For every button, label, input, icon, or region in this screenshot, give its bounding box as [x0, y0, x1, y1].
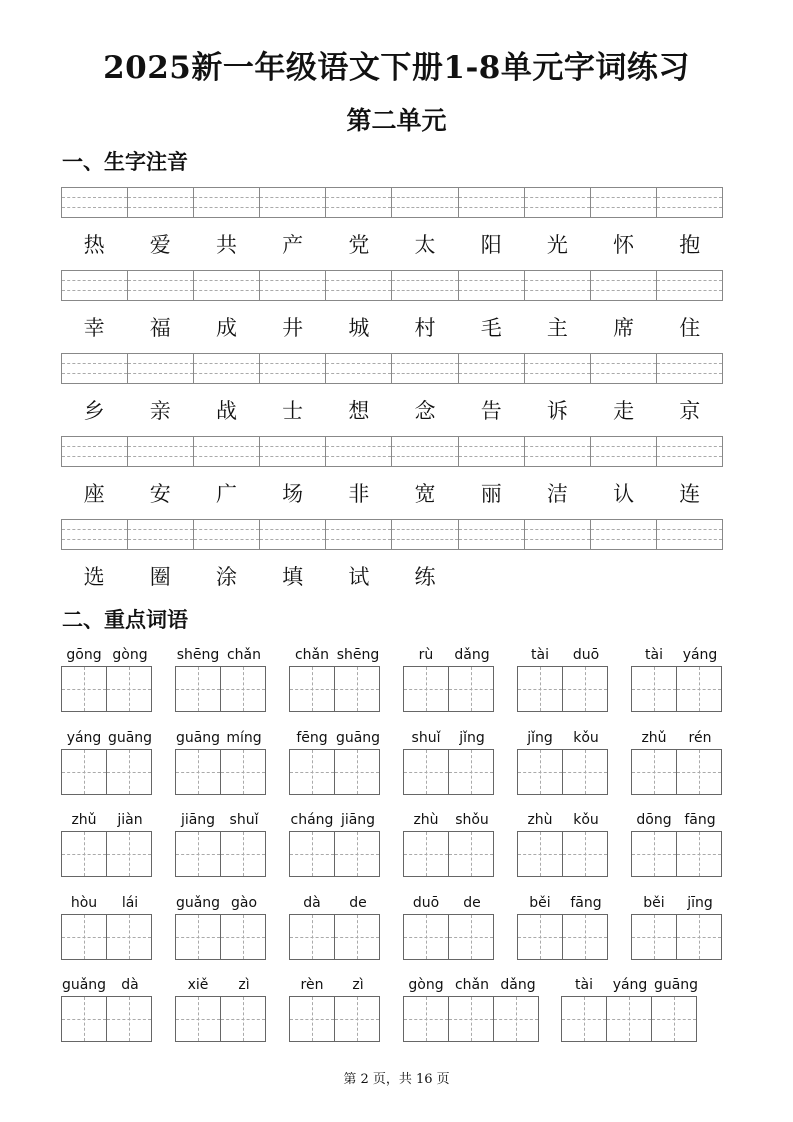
- tianzige-boxes[interactable]: [61, 666, 151, 712]
- tianzige-box[interactable]: [517, 914, 563, 960]
- character: 非: [348, 482, 370, 506]
- pinyin-syllable: kǒu: [573, 812, 599, 828]
- pinyin-cell[interactable]: [326, 437, 392, 466]
- pinyin-syllable: fāng: [570, 895, 602, 911]
- pinyin-writing-strip[interactable]: [61, 436, 723, 467]
- pinyin-cell[interactable]: [194, 437, 260, 466]
- unit-title: 第二单元: [346, 106, 447, 135]
- tianzige-box[interactable]: [334, 831, 380, 877]
- pinyin-cell[interactable]: [525, 437, 591, 466]
- tianzige-box[interactable]: [448, 749, 494, 795]
- pinyin-cell[interactable]: [194, 188, 260, 217]
- pinyin-syllable: fāng: [684, 812, 716, 828]
- tianzige-boxes[interactable]: [175, 831, 265, 877]
- word-pinyin: [175, 728, 267, 748]
- pinyin-cell[interactable]: [392, 188, 458, 217]
- word-pinyin: [631, 728, 723, 748]
- word-pinyin: [289, 645, 381, 665]
- tianzige-box[interactable]: [106, 914, 152, 960]
- tianzige-box[interactable]: [562, 831, 608, 877]
- character-row: [61, 230, 723, 260]
- character: 爱: [149, 233, 171, 257]
- pinyin-writing-strip[interactable]: [61, 187, 723, 218]
- tianzige-box[interactable]: [606, 996, 652, 1042]
- pinyin-cell[interactable]: [62, 520, 128, 549]
- tianzige-box[interactable]: [334, 749, 380, 795]
- pinyin-syllable: tài: [531, 647, 549, 663]
- pinyin-cell[interactable]: [459, 271, 525, 300]
- tianzige-box[interactable]: [289, 749, 335, 795]
- pinyin-cell[interactable]: [591, 271, 657, 300]
- pinyin-syllable: jǐng: [459, 730, 485, 746]
- tianzige-box[interactable]: [61, 914, 107, 960]
- character: 圈: [149, 565, 171, 589]
- pinyin-syllable: rén: [688, 730, 712, 746]
- character: 练: [414, 565, 436, 589]
- pinyin-cell[interactable]: [326, 354, 392, 383]
- pinyin-syllable: guǎng: [175, 895, 221, 911]
- pinyin-cell[interactable]: [392, 271, 458, 300]
- character: 毛: [480, 316, 502, 340]
- tianzige-boxes[interactable]: [289, 831, 379, 877]
- tianzige-box[interactable]: [562, 666, 608, 712]
- character: 告: [480, 399, 502, 423]
- tianzige-boxes[interactable]: [517, 831, 607, 877]
- pinyin-cell[interactable]: [525, 354, 591, 383]
- pinyin-syllable: dōng: [636, 812, 672, 828]
- pinyin-syllable: guǎng: [61, 977, 107, 993]
- pinyin-syllable: rù: [418, 647, 434, 663]
- tianzige-box[interactable]: [676, 914, 722, 960]
- pinyin-cell[interactable]: [657, 188, 722, 217]
- pinyin-cell[interactable]: [194, 520, 260, 549]
- character: 连: [679, 482, 701, 506]
- tianzige-box[interactable]: [175, 749, 221, 795]
- pinyin-syllable: cháng: [290, 812, 334, 828]
- pinyin-syllable: dà: [303, 895, 321, 911]
- pinyin-cell[interactable]: [591, 520, 657, 549]
- tianzige-boxes[interactable]: [61, 996, 151, 1042]
- pinyin-syllable: zhǔ: [71, 812, 97, 828]
- tianzige-box[interactable]: [561, 996, 607, 1042]
- pinyin-syllable: tài: [575, 977, 593, 993]
- tianzige-box[interactable]: [175, 996, 221, 1042]
- character: 场: [282, 482, 304, 506]
- pinyin-cell[interactable]: [591, 354, 657, 383]
- pinyin-cell[interactable]: [260, 437, 326, 466]
- tianzige-box[interactable]: [517, 749, 563, 795]
- tianzige-boxes[interactable]: [561, 996, 696, 1042]
- tianzige-box[interactable]: [631, 914, 677, 960]
- character: 广: [215, 482, 237, 506]
- character-row: [61, 562, 723, 592]
- character: 战: [215, 399, 237, 423]
- tianzige-boxes[interactable]: [403, 831, 493, 877]
- pinyin-cell[interactable]: [392, 520, 458, 549]
- character: 太: [414, 233, 436, 257]
- pinyin-writing-strip[interactable]: [61, 519, 723, 550]
- pinyin-syllable: chǎn: [226, 647, 262, 663]
- tianzige-box[interactable]: [448, 996, 494, 1042]
- character: 住: [679, 316, 701, 340]
- pinyin-syllable: zhù: [413, 812, 439, 828]
- pinyin-syllable: dà: [121, 977, 139, 993]
- tianzige-box[interactable]: [334, 666, 380, 712]
- tianzige-boxes[interactable]: [403, 914, 493, 960]
- character: 想: [348, 399, 370, 423]
- tianzige-box[interactable]: [220, 749, 266, 795]
- character: 席: [613, 316, 635, 340]
- pinyin-syllable: shuǐ: [229, 812, 259, 828]
- tianzige-box[interactable]: [175, 914, 221, 960]
- pinyin-syllable: jiàn: [117, 812, 143, 828]
- pinyin-cell[interactable]: [459, 188, 525, 217]
- pinyin-syllable: gòng: [408, 977, 444, 993]
- tianzige-box[interactable]: [106, 831, 152, 877]
- tianzige-box[interactable]: [493, 996, 539, 1042]
- tianzige-box[interactable]: [631, 831, 677, 877]
- pinyin-cell[interactable]: [591, 188, 657, 217]
- character-row: [61, 313, 723, 343]
- page-title: 2025新一年级语文下册1-8单元字词练习: [103, 50, 690, 86]
- character-row: [61, 396, 723, 426]
- pinyin-cell[interactable]: [326, 188, 392, 217]
- character: 座: [83, 482, 105, 506]
- pinyin-cell[interactable]: [326, 271, 392, 300]
- character: 试: [348, 565, 370, 589]
- pinyin-syllable: běi: [529, 895, 551, 911]
- word-pinyin: [517, 645, 609, 665]
- word-pinyin: [403, 975, 541, 995]
- tianzige-box[interactable]: [631, 749, 677, 795]
- tianzige-box[interactable]: [517, 666, 563, 712]
- pinyin-cell[interactable]: [392, 437, 458, 466]
- character: 京: [679, 399, 701, 423]
- pinyin-syllable: duō: [572, 647, 600, 663]
- character: 村: [414, 316, 436, 340]
- tianzige-box[interactable]: [289, 914, 335, 960]
- character: 抱: [679, 233, 701, 257]
- tianzige-box[interactable]: [334, 914, 380, 960]
- pinyin-syllable: rèn: [300, 977, 324, 993]
- pinyin-syllable: kǒu: [573, 730, 599, 746]
- pinyin-syllable: xiě: [187, 977, 209, 993]
- pinyin-cell[interactable]: [459, 437, 525, 466]
- pinyin-syllable: zhù: [527, 812, 553, 828]
- word-pinyin: [631, 810, 723, 830]
- word-pinyin: [61, 893, 153, 913]
- tianzige-box[interactable]: [289, 996, 335, 1042]
- word-pinyin: [61, 645, 153, 665]
- pinyin-cell[interactable]: [260, 354, 326, 383]
- pinyin-cell[interactable]: [525, 188, 591, 217]
- tianzige-box[interactable]: [61, 831, 107, 877]
- tianzige-box[interactable]: [289, 831, 335, 877]
- tianzige-boxes[interactable]: [175, 914, 265, 960]
- pinyin-syllable: duō: [412, 895, 440, 911]
- pinyin-syllable: dǎng: [500, 977, 536, 993]
- pinyin-writing-strip[interactable]: [61, 270, 723, 301]
- pinyin-cell[interactable]: [525, 520, 591, 549]
- tianzige-boxes[interactable]: [403, 749, 493, 795]
- pinyin-cell[interactable]: [62, 437, 128, 466]
- word-pinyin: [175, 893, 267, 913]
- word-pinyin: [175, 645, 267, 665]
- character: 怀: [613, 233, 635, 257]
- tianzige-box[interactable]: [448, 831, 494, 877]
- word-pinyin: [403, 810, 495, 830]
- tianzige-box[interactable]: [334, 996, 380, 1042]
- pinyin-writing-strip[interactable]: [61, 353, 723, 384]
- tianzige-box[interactable]: [448, 914, 494, 960]
- pinyin-cell[interactable]: [62, 188, 128, 217]
- pinyin-cell[interactable]: [128, 354, 194, 383]
- tianzige-boxes[interactable]: [403, 996, 538, 1042]
- character: 念: [414, 399, 436, 423]
- word-pinyin: [403, 645, 495, 665]
- pinyin-syllable: yáng: [66, 730, 102, 746]
- pinyin-cell[interactable]: [260, 188, 326, 217]
- character: 光: [546, 233, 568, 257]
- pinyin-cell[interactable]: [128, 271, 194, 300]
- pinyin-syllable: guāng: [107, 730, 153, 746]
- tianzige-boxes[interactable]: [61, 914, 151, 960]
- tianzige-box[interactable]: [448, 666, 494, 712]
- character: 阳: [480, 233, 502, 257]
- tianzige-box[interactable]: [403, 666, 449, 712]
- word-pinyin: [61, 975, 153, 995]
- character-row: [61, 479, 723, 509]
- tianzige-boxes[interactable]: [289, 914, 379, 960]
- character: 填: [282, 565, 304, 589]
- character: 共: [215, 233, 237, 257]
- word-pinyin: [289, 893, 381, 913]
- page-footer: 第 2 页，共 16 页: [343, 1072, 450, 1087]
- pinyin-syllable: yáng: [612, 977, 648, 993]
- character: 产: [282, 233, 304, 257]
- character: 乡: [83, 399, 105, 423]
- tianzige-box[interactable]: [676, 666, 722, 712]
- character: 井: [282, 316, 304, 340]
- pinyin-syllable: gòng: [112, 647, 148, 663]
- pinyin-cell[interactable]: [128, 520, 194, 549]
- character: 认: [613, 482, 635, 506]
- tianzige-boxes[interactable]: [631, 914, 721, 960]
- word-pinyin: [517, 728, 609, 748]
- tianzige-boxes[interactable]: [175, 666, 265, 712]
- tianzige-boxes[interactable]: [403, 666, 493, 712]
- pinyin-cell[interactable]: [392, 354, 458, 383]
- pinyin-syllable: yáng: [682, 647, 718, 663]
- pinyin-syllable: fēng: [296, 730, 328, 746]
- pinyin-cell[interactable]: [326, 520, 392, 549]
- section-heading-characters: 一、生字注音: [62, 149, 188, 174]
- pinyin-syllable: jǐng: [527, 730, 553, 746]
- pinyin-syllable: guāng: [653, 977, 699, 993]
- pinyin-syllable: tài: [645, 647, 663, 663]
- pinyin-syllable: gào: [230, 895, 258, 911]
- pinyin-syllable: chǎn: [294, 647, 330, 663]
- pinyin-syllable: zì: [352, 977, 364, 993]
- tianzige-box[interactable]: [220, 996, 266, 1042]
- character: 走: [613, 399, 635, 423]
- character: 幸: [83, 316, 105, 340]
- tianzige-box[interactable]: [676, 831, 722, 877]
- word-pinyin: [631, 645, 723, 665]
- character: 成: [215, 316, 237, 340]
- word-pinyin: [289, 728, 381, 748]
- pinyin-syllable: guāng: [175, 730, 221, 746]
- pinyin-syllable: shēng: [176, 647, 220, 663]
- pinyin-syllable: gōng: [66, 647, 102, 663]
- pinyin-cell[interactable]: [194, 271, 260, 300]
- character: 丽: [480, 482, 502, 506]
- tianzige-box[interactable]: [175, 831, 221, 877]
- tianzige-box[interactable]: [220, 666, 266, 712]
- word-pinyin: [289, 975, 381, 995]
- tianzige-box[interactable]: [631, 666, 677, 712]
- pinyin-cell[interactable]: [657, 437, 722, 466]
- tianzige-boxes[interactable]: [517, 914, 607, 960]
- character: 诉: [546, 399, 568, 423]
- pinyin-syllable: de: [463, 895, 481, 911]
- word-pinyin: [517, 893, 609, 913]
- word-pinyin: [403, 893, 495, 913]
- character: 洁: [546, 482, 568, 506]
- tianzige-box[interactable]: [562, 749, 608, 795]
- tianzige-box[interactable]: [676, 749, 722, 795]
- pinyin-syllable: jīng: [687, 895, 713, 911]
- tianzige-box[interactable]: [106, 749, 152, 795]
- tianzige-box[interactable]: [562, 914, 608, 960]
- word-pinyin: [175, 810, 267, 830]
- tianzige-boxes[interactable]: [289, 666, 379, 712]
- tianzige-box[interactable]: [289, 666, 335, 712]
- tianzige-boxes[interactable]: [517, 749, 607, 795]
- pinyin-syllable: lái: [121, 895, 139, 911]
- pinyin-syllable: jiāng: [180, 812, 216, 828]
- tianzige-boxes[interactable]: [175, 749, 265, 795]
- pinyin-cell[interactable]: [657, 354, 722, 383]
- pinyin-cell[interactable]: [128, 437, 194, 466]
- word-pinyin: [175, 975, 267, 995]
- tianzige-box[interactable]: [61, 996, 107, 1042]
- character: 涂: [215, 565, 237, 589]
- pinyin-cell[interactable]: [62, 354, 128, 383]
- character: 选: [83, 565, 105, 589]
- pinyin-syllable: chǎn: [454, 977, 490, 993]
- pinyin-cell[interactable]: [260, 520, 326, 549]
- tianzige-box[interactable]: [517, 831, 563, 877]
- pinyin-syllable: shuǐ: [411, 730, 441, 746]
- pinyin-cell[interactable]: [260, 271, 326, 300]
- pinyin-syllable: zhǔ: [641, 730, 667, 746]
- pinyin-syllable: de: [349, 895, 367, 911]
- word-pinyin: [61, 810, 153, 830]
- tianzige-box[interactable]: [61, 749, 107, 795]
- word-pinyin: [289, 810, 381, 830]
- tianzige-box[interactable]: [220, 831, 266, 877]
- tianzige-boxes[interactable]: [289, 749, 379, 795]
- tianzige-boxes[interactable]: [61, 831, 151, 877]
- word-pinyin: [631, 893, 723, 913]
- pinyin-cell[interactable]: [194, 354, 260, 383]
- tianzige-box[interactable]: [220, 914, 266, 960]
- tianzige-box[interactable]: [403, 914, 449, 960]
- character: 主: [546, 316, 568, 340]
- character: 安: [149, 482, 171, 506]
- pinyin-cell[interactable]: [459, 520, 525, 549]
- word-pinyin: [561, 975, 699, 995]
- character: 亲: [149, 399, 171, 423]
- character: 党: [348, 233, 370, 257]
- tianzige-boxes[interactable]: [517, 666, 607, 712]
- pinyin-cell[interactable]: [525, 271, 591, 300]
- tianzige-box[interactable]: [106, 996, 152, 1042]
- pinyin-syllable: guāng: [335, 730, 381, 746]
- character: 宽: [414, 482, 436, 506]
- tianzige-box[interactable]: [403, 831, 449, 877]
- pinyin-syllable: shēng: [336, 647, 380, 663]
- tianzige-boxes[interactable]: [289, 996, 379, 1042]
- character: 热: [83, 233, 105, 257]
- pinyin-cell[interactable]: [591, 437, 657, 466]
- pinyin-syllable: shǒu: [455, 812, 489, 828]
- tianzige-boxes[interactable]: [631, 749, 721, 795]
- word-pinyin: [403, 728, 495, 748]
- tianzige-box[interactable]: [175, 666, 221, 712]
- pinyin-syllable: běi: [643, 895, 665, 911]
- pinyin-cell[interactable]: [128, 188, 194, 217]
- pinyin-cell[interactable]: [657, 271, 722, 300]
- pinyin-syllable: míng: [226, 730, 262, 746]
- tianzige-boxes[interactable]: [175, 996, 265, 1042]
- character: 城: [348, 316, 370, 340]
- pinyin-syllable: jiāng: [340, 812, 376, 828]
- word-pinyin: [61, 728, 153, 748]
- pinyin-syllable: zì: [238, 977, 250, 993]
- tianzige-box[interactable]: [403, 749, 449, 795]
- tianzige-boxes[interactable]: [631, 666, 721, 712]
- character: 福: [149, 316, 171, 340]
- section-heading-words: 二、重点词语: [62, 607, 188, 632]
- pinyin-syllable: dǎng: [454, 647, 490, 663]
- tianzige-box[interactable]: [403, 996, 449, 1042]
- tianzige-box[interactable]: [106, 666, 152, 712]
- tianzige-box[interactable]: [651, 996, 697, 1042]
- pinyin-cell[interactable]: [657, 520, 722, 549]
- pinyin-cell[interactable]: [459, 354, 525, 383]
- tianzige-boxes[interactable]: [61, 749, 151, 795]
- pinyin-syllable: hòu: [70, 895, 98, 911]
- word-pinyin: [517, 810, 609, 830]
- character: 士: [282, 399, 304, 423]
- pinyin-cell[interactable]: [62, 271, 128, 300]
- tianzige-boxes[interactable]: [631, 831, 721, 877]
- tianzige-box[interactable]: [61, 666, 107, 712]
